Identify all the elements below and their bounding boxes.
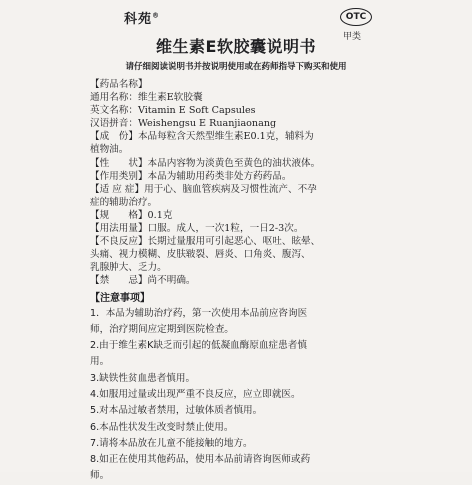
generic-name-line: 通用名称：维生素E软胶囊 <box>90 92 203 104</box>
brand-logo <box>124 8 160 27</box>
precaution-line: 2.由于维生素K缺乏而引起的低凝血酶原血症患者慎 <box>90 340 307 352</box>
brand-name: 科苑 <box>124 12 153 27</box>
specification-line: 【规 格】0.1克 <box>90 209 173 221</box>
leaflet-body <box>90 78 390 485</box>
otc-category-label: 甲类 <box>343 32 362 42</box>
contraindications-line: 【禁 忌】尚不明确。 <box>90 275 196 287</box>
otc-badge: OTC <box>340 8 372 26</box>
section-heading-precautions: 【注意事项】 <box>90 292 150 304</box>
precaution-line: 8.如正在使用其他药品，使用本品前请咨询医师或药 <box>90 454 311 466</box>
adverse-reactions-line-3: 乳腺肿大、乏力。 <box>90 262 167 274</box>
precaution-line: 3.缺铁性贫血患者慎用。 <box>90 372 196 384</box>
precaution-line: 师。 <box>90 470 110 482</box>
precaution-line: 6.本品性状发生改变时禁止使用。 <box>90 421 234 433</box>
drug-category-line: 【作用类别】本品为辅助用药类非处方药药品。 <box>90 170 292 182</box>
precaution-line: 4.如服用过量或出现严重不良反应，应立即就医。 <box>90 388 301 400</box>
pinyin-name-line: 汉语拼音：Weishengsu E Ruanjiaonang <box>90 118 277 130</box>
composition-line-1: 【成 份】本品每粒含天然型维生素E0.1克，辅料为 <box>90 131 314 143</box>
indications-line-2: 症的辅助治疗。 <box>90 196 158 208</box>
indications-line-1: 【适 应 症】用于心、脑血管疾病及习惯性流产、不孕 <box>90 183 317 195</box>
registered-mark: ® <box>152 11 161 20</box>
properties-line: 【性 状】本品内容物为淡黄色至黄色的油状液体。 <box>90 157 321 169</box>
precaution-line: 1．本品为辅助治疗药，第一次使用本品前应咨询医 <box>90 307 308 319</box>
document-title: 维生素E软胶囊说明书 <box>156 37 316 56</box>
precaution-line: 师，治疗期间应定期到医院检查。 <box>90 323 234 335</box>
english-name-line: 英文名称：Vitamin E Soft Capsules <box>90 105 256 117</box>
precaution-line: 用。 <box>90 356 110 368</box>
adverse-reactions-line-2: 头痛、视力模糊、皮肤皲裂、唇炎、口角炎、腹泻、 <box>90 249 311 261</box>
composition-line-2: 植物油。 <box>90 144 129 156</box>
precautions-list <box>90 306 390 485</box>
precaution-line: 5.对本品过敏者禁用，过敏体质者慎用。 <box>90 405 263 417</box>
section-heading-drug-name: 【药品名称】 <box>90 79 148 90</box>
document-subtitle: 请仔细阅读说明书并按说明使用或在药师指导下购买和使用 <box>125 62 347 72</box>
dosage-line: 【用法用量】口服。成人，一次1粒，一日2-3次。 <box>90 223 304 235</box>
adverse-reactions-line-1: 【不良反应】长期过量服用可引起恶心、呕吐、眩晕、 <box>90 236 321 248</box>
precaution-line: 7.请将本品放在儿童不能接触的地方。 <box>90 437 253 449</box>
